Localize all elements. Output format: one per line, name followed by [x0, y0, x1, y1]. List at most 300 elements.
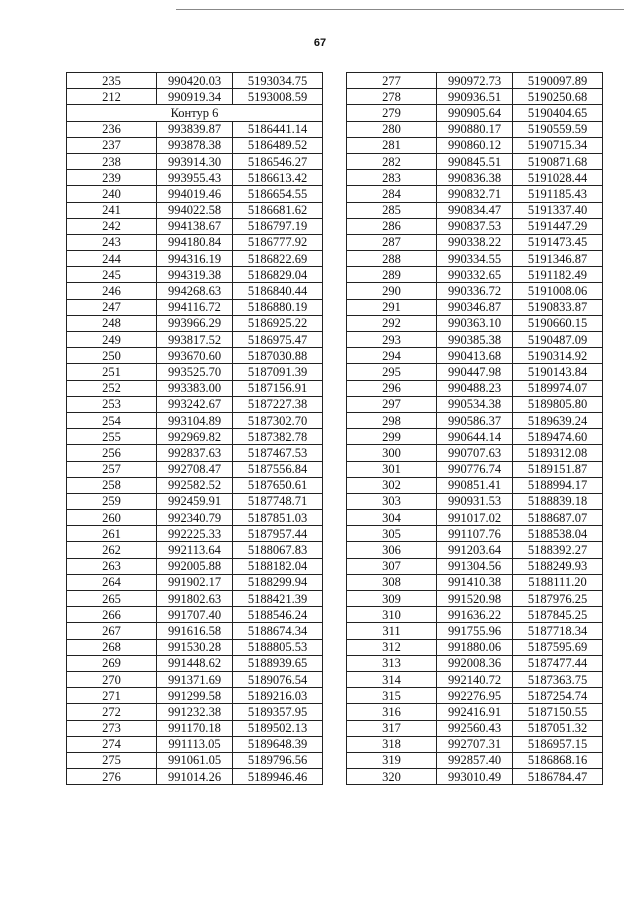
- x-coordinate-cell: 990420.03: [157, 73, 233, 89]
- point-number-cell: 273: [67, 720, 157, 736]
- y-coordinate-cell: 5189076.54: [233, 671, 323, 687]
- x-coordinate-cell: 992225.33: [157, 526, 233, 542]
- table-row: [347, 105, 603, 121]
- x-coordinate-cell: 991017.02: [437, 510, 513, 526]
- point-number-cell: 287: [347, 234, 437, 250]
- y-coordinate-cell: 5187976.25: [513, 591, 603, 607]
- x-coordinate-cell: 990880.17: [437, 121, 513, 137]
- top-rule: [176, 9, 624, 10]
- point-number-cell: 245: [67, 267, 157, 283]
- point-number-cell: 242: [67, 218, 157, 234]
- table-row: [67, 461, 323, 477]
- point-number-cell: 241: [67, 202, 157, 218]
- y-coordinate-cell: 5189474.60: [513, 429, 603, 445]
- y-coordinate-cell: 5188421.39: [233, 591, 323, 607]
- y-coordinate-cell: 5187227.38: [233, 396, 323, 412]
- point-number-cell: 296: [347, 380, 437, 396]
- point-number-cell: 239: [67, 170, 157, 186]
- point-number-cell: 309: [347, 591, 437, 607]
- y-coordinate-cell: 5186784.47: [513, 769, 603, 785]
- coordinates-table-right: [346, 72, 603, 785]
- x-coordinate-cell: 991802.63: [157, 591, 233, 607]
- y-coordinate-cell: 5187150.55: [513, 704, 603, 720]
- x-coordinate-cell: 990936.51: [437, 89, 513, 105]
- y-coordinate-cell: 5189216.03: [233, 688, 323, 704]
- table-row: [347, 591, 603, 607]
- point-number-cell: 320: [347, 769, 437, 785]
- table-row: [67, 477, 323, 493]
- y-coordinate-cell: 5190833.87: [513, 299, 603, 315]
- table-row: [347, 445, 603, 461]
- table-row: [67, 315, 323, 331]
- x-coordinate-cell: 993010.49: [437, 769, 513, 785]
- point-number-cell: 263: [67, 558, 157, 574]
- point-number-cell: 237: [67, 137, 157, 153]
- y-coordinate-cell: 5186613.42: [233, 170, 323, 186]
- x-coordinate-cell: 990334.55: [437, 251, 513, 267]
- x-coordinate-cell: 994316.19: [157, 251, 233, 267]
- point-number-cell: 256: [67, 445, 157, 461]
- y-coordinate-cell: 5188182.04: [233, 558, 323, 574]
- table-row: [347, 769, 603, 785]
- y-coordinate-cell: 5191346.87: [513, 251, 603, 267]
- point-number-cell: 319: [347, 752, 437, 768]
- point-number-cell: 308: [347, 574, 437, 590]
- x-coordinate-cell: 990919.34: [157, 89, 233, 105]
- y-coordinate-cell: 5190404.65: [513, 105, 603, 121]
- x-coordinate-cell: 992459.91: [157, 493, 233, 509]
- x-coordinate-cell: 991107.76: [437, 526, 513, 542]
- point-number-cell: 244: [67, 251, 157, 267]
- y-coordinate-cell: 5191028.44: [513, 170, 603, 186]
- point-number-cell: 283: [347, 170, 437, 186]
- x-coordinate-cell: 991299.58: [157, 688, 233, 704]
- point-number-cell: 286: [347, 218, 437, 234]
- x-coordinate-cell: 992560.43: [437, 720, 513, 736]
- page-number: 67: [313, 37, 327, 49]
- point-number-cell: 276: [67, 769, 157, 785]
- table-row: [67, 736, 323, 752]
- x-coordinate-cell: 990972.73: [437, 73, 513, 89]
- point-number-cell: 250: [67, 348, 157, 364]
- table-row: [67, 121, 323, 137]
- table-row: [347, 704, 603, 720]
- point-number-cell: 285: [347, 202, 437, 218]
- x-coordinate-cell: 994138.67: [157, 218, 233, 234]
- x-coordinate-cell: 990338.22: [437, 234, 513, 250]
- table-row: [347, 218, 603, 234]
- y-coordinate-cell: 5191473.45: [513, 234, 603, 250]
- y-coordinate-cell: 5187363.75: [513, 671, 603, 687]
- x-coordinate-cell: 991203.64: [437, 542, 513, 558]
- y-coordinate-cell: 5190715.34: [513, 137, 603, 153]
- table-row: [67, 639, 323, 655]
- table-row: [347, 348, 603, 364]
- y-coordinate-cell: 5187156.91: [233, 380, 323, 396]
- y-coordinate-cell: 5186868.16: [513, 752, 603, 768]
- x-coordinate-cell: 990837.53: [437, 218, 513, 234]
- point-number-cell: 275: [67, 752, 157, 768]
- table-row: [67, 412, 323, 428]
- y-coordinate-cell: 5187051.32: [513, 720, 603, 736]
- y-coordinate-cell: 5187302.70: [233, 412, 323, 428]
- point-number-cell: 315: [347, 688, 437, 704]
- x-coordinate-cell: 991170.18: [157, 720, 233, 736]
- x-coordinate-cell: 991410.38: [437, 574, 513, 590]
- y-coordinate-cell: 5189946.46: [233, 769, 323, 785]
- y-coordinate-cell: 5187718.34: [513, 623, 603, 639]
- point-number-cell: 307: [347, 558, 437, 574]
- x-coordinate-cell: 990336.72: [437, 283, 513, 299]
- y-coordinate-cell: 5190143.84: [513, 364, 603, 380]
- y-coordinate-cell: 5186797.19: [233, 218, 323, 234]
- y-coordinate-cell: 5187030.88: [233, 348, 323, 364]
- point-number-cell: 252: [67, 380, 157, 396]
- y-coordinate-cell: 5188392.27: [513, 542, 603, 558]
- point-number-cell: 303: [347, 493, 437, 509]
- y-coordinate-cell: 5190660.15: [513, 315, 603, 331]
- x-coordinate-cell: 992707.31: [437, 736, 513, 752]
- y-coordinate-cell: 5187851.03: [233, 510, 323, 526]
- point-number-cell: 305: [347, 526, 437, 542]
- table-row: [67, 607, 323, 623]
- table-row: [347, 688, 603, 704]
- y-coordinate-cell: 5187254.74: [513, 688, 603, 704]
- x-coordinate-cell: 991371.69: [157, 671, 233, 687]
- y-coordinate-cell: 5186925.22: [233, 315, 323, 331]
- table-row: [67, 493, 323, 509]
- x-coordinate-cell: 993914.30: [157, 153, 233, 169]
- table-row: [347, 639, 603, 655]
- x-coordinate-cell: 993670.60: [157, 348, 233, 364]
- table-row: [347, 623, 603, 639]
- y-coordinate-cell: 5191008.06: [513, 283, 603, 299]
- x-coordinate-cell: 991061.05: [157, 752, 233, 768]
- x-coordinate-cell: 993955.43: [157, 170, 233, 186]
- x-coordinate-cell: 991014.26: [157, 769, 233, 785]
- y-coordinate-cell: 5186777.92: [233, 234, 323, 250]
- y-coordinate-cell: 5193034.75: [233, 73, 323, 89]
- table-row: [67, 542, 323, 558]
- point-number-cell: 249: [67, 332, 157, 348]
- table-row: [67, 348, 323, 364]
- table-row: [67, 688, 323, 704]
- point-number-cell: 257: [67, 461, 157, 477]
- x-coordinate-cell: 990931.53: [437, 493, 513, 509]
- x-coordinate-cell: 990860.12: [437, 137, 513, 153]
- point-number-cell: 291: [347, 299, 437, 315]
- table-row: [347, 89, 603, 105]
- point-number-cell: 247: [67, 299, 157, 315]
- table-row: [67, 234, 323, 250]
- table-row: [347, 299, 603, 315]
- y-coordinate-cell: 5187556.84: [233, 461, 323, 477]
- y-coordinate-cell: 5188805.53: [233, 639, 323, 655]
- table-row: [67, 380, 323, 396]
- point-number-cell: 295: [347, 364, 437, 380]
- y-coordinate-cell: 5187477.44: [513, 655, 603, 671]
- point-number-cell: 289: [347, 267, 437, 283]
- x-coordinate-cell: 993878.38: [157, 137, 233, 153]
- y-coordinate-cell: 5187595.69: [513, 639, 603, 655]
- x-coordinate-cell: 991755.96: [437, 623, 513, 639]
- point-number-cell: 317: [347, 720, 437, 736]
- table-row: [67, 267, 323, 283]
- table-row: [67, 655, 323, 671]
- y-coordinate-cell: 5188674.34: [233, 623, 323, 639]
- y-coordinate-cell: 5190487.09: [513, 332, 603, 348]
- point-number-cell: 272: [67, 704, 157, 720]
- table-row: [347, 510, 603, 526]
- point-number-cell: 294: [347, 348, 437, 364]
- y-coordinate-cell: 5189796.56: [233, 752, 323, 768]
- coordinates-table-left: [66, 72, 323, 785]
- y-coordinate-cell: 5187382.78: [233, 429, 323, 445]
- x-coordinate-cell: 993383.00: [157, 380, 233, 396]
- point-number-cell: 288: [347, 251, 437, 267]
- x-coordinate-cell: 992708.47: [157, 461, 233, 477]
- y-coordinate-cell: 5191337.40: [513, 202, 603, 218]
- point-number-cell: 284: [347, 186, 437, 202]
- table-row: [67, 89, 323, 105]
- point-number-cell: 259: [67, 493, 157, 509]
- point-number-cell: 236: [67, 121, 157, 137]
- x-coordinate-cell: 990845.51: [437, 153, 513, 169]
- point-number-cell: 258: [67, 477, 157, 493]
- x-coordinate-cell: 990905.64: [437, 105, 513, 121]
- x-coordinate-cell: 990413.68: [437, 348, 513, 364]
- x-coordinate-cell: 990385.38: [437, 332, 513, 348]
- table-row: [347, 186, 603, 202]
- point-number-cell: 298: [347, 412, 437, 428]
- y-coordinate-cell: 5188546.24: [233, 607, 323, 623]
- x-coordinate-cell: 991880.06: [437, 639, 513, 655]
- point-number-cell: 292: [347, 315, 437, 331]
- table-row: [67, 574, 323, 590]
- y-coordinate-cell: 5187467.53: [233, 445, 323, 461]
- point-number-cell: 297: [347, 396, 437, 412]
- y-coordinate-cell: 5186880.19: [233, 299, 323, 315]
- y-coordinate-cell: 5189639.24: [513, 412, 603, 428]
- y-coordinate-cell: 5190559.59: [513, 121, 603, 137]
- x-coordinate-cell: 994180.84: [157, 234, 233, 250]
- table-row: [67, 671, 323, 687]
- x-coordinate-cell: 991232.38: [157, 704, 233, 720]
- point-number-cell: 300: [347, 445, 437, 461]
- point-number-cell: 279: [347, 105, 437, 121]
- table-row: [67, 299, 323, 315]
- table-row: [347, 153, 603, 169]
- table-row: [67, 137, 323, 153]
- table-row: [347, 73, 603, 89]
- x-coordinate-cell: 992857.40: [437, 752, 513, 768]
- x-coordinate-cell: 991530.28: [157, 639, 233, 655]
- y-coordinate-cell: 5193008.59: [233, 89, 323, 105]
- x-coordinate-cell: 992969.82: [157, 429, 233, 445]
- table-row: [67, 332, 323, 348]
- y-coordinate-cell: 5186975.47: [233, 332, 323, 348]
- table-row: [67, 591, 323, 607]
- point-number-cell: 302: [347, 477, 437, 493]
- point-number-cell: 290: [347, 283, 437, 299]
- y-coordinate-cell: 5186489.52: [233, 137, 323, 153]
- table-row: [347, 736, 603, 752]
- y-coordinate-cell: 5189974.07: [513, 380, 603, 396]
- y-coordinate-cell: 5189357.95: [233, 704, 323, 720]
- x-coordinate-cell: 991520.98: [437, 591, 513, 607]
- table-row: [347, 493, 603, 509]
- point-number-cell: 280: [347, 121, 437, 137]
- x-coordinate-cell: 994022.58: [157, 202, 233, 218]
- table-row: [347, 234, 603, 250]
- y-coordinate-cell: 5186822.69: [233, 251, 323, 267]
- x-coordinate-cell: 991448.62: [157, 655, 233, 671]
- y-coordinate-cell: 5186546.27: [233, 153, 323, 169]
- point-number-cell: 282: [347, 153, 437, 169]
- point-number-cell: 265: [67, 591, 157, 607]
- y-coordinate-cell: 5188249.93: [513, 558, 603, 574]
- table-row: [347, 170, 603, 186]
- y-coordinate-cell: 5188994.17: [513, 477, 603, 493]
- table-row: [347, 752, 603, 768]
- point-number-cell: 261: [67, 526, 157, 542]
- table-row: [347, 429, 603, 445]
- x-coordinate-cell: 992340.79: [157, 510, 233, 526]
- x-coordinate-cell: 992837.63: [157, 445, 233, 461]
- x-coordinate-cell: 990363.10: [437, 315, 513, 331]
- table-row: [67, 526, 323, 542]
- x-coordinate-cell: 993839.87: [157, 121, 233, 137]
- table-row: [67, 752, 323, 768]
- point-number-cell: 311: [347, 623, 437, 639]
- point-number-cell: 301: [347, 461, 437, 477]
- table-row: [67, 283, 323, 299]
- point-number-cell: 277: [347, 73, 437, 89]
- table-row: [67, 202, 323, 218]
- x-coordinate-cell: 990447.98: [437, 364, 513, 380]
- x-coordinate-cell: 990834.47: [437, 202, 513, 218]
- point-number-cell: 304: [347, 510, 437, 526]
- y-coordinate-cell: 5190097.89: [513, 73, 603, 89]
- point-number-cell: 269: [67, 655, 157, 671]
- table-row: [347, 137, 603, 153]
- x-coordinate-cell: 994019.46: [157, 186, 233, 202]
- y-coordinate-cell: 5188687.07: [513, 510, 603, 526]
- table-row: [67, 704, 323, 720]
- point-number-cell: 314: [347, 671, 437, 687]
- y-coordinate-cell: 5190314.92: [513, 348, 603, 364]
- table-row: [347, 267, 603, 283]
- table-row: [67, 364, 323, 380]
- table-row: [347, 542, 603, 558]
- y-coordinate-cell: 5186441.14: [233, 121, 323, 137]
- x-coordinate-cell: 990332.65: [437, 267, 513, 283]
- table-row: [347, 396, 603, 412]
- y-coordinate-cell: 5187845.25: [513, 607, 603, 623]
- table-row: [347, 655, 603, 671]
- table-row: [347, 720, 603, 736]
- x-coordinate-cell: 991616.58: [157, 623, 233, 639]
- x-coordinate-cell: 991636.22: [437, 607, 513, 623]
- x-coordinate-cell: 990851.41: [437, 477, 513, 493]
- x-coordinate-cell: 993817.52: [157, 332, 233, 348]
- y-coordinate-cell: 5186829.04: [233, 267, 323, 283]
- table-row: [347, 315, 603, 331]
- point-number-cell: 268: [67, 639, 157, 655]
- table-row: [67, 170, 323, 186]
- x-coordinate-cell: 991304.56: [437, 558, 513, 574]
- table-row: [347, 477, 603, 493]
- table-row: [67, 73, 323, 89]
- table-row: [347, 364, 603, 380]
- y-coordinate-cell: 5189648.39: [233, 736, 323, 752]
- point-number-cell: 318: [347, 736, 437, 752]
- table-row: [347, 574, 603, 590]
- point-number-cell: 278: [347, 89, 437, 105]
- table-row: [67, 153, 323, 169]
- point-number-cell: 212: [67, 89, 157, 105]
- point-number-cell: 254: [67, 412, 157, 428]
- y-coordinate-cell: 5186681.62: [233, 202, 323, 218]
- table-row: [67, 429, 323, 445]
- point-number-cell: 260: [67, 510, 157, 526]
- y-coordinate-cell: 5191447.29: [513, 218, 603, 234]
- point-number-cell: 240: [67, 186, 157, 202]
- x-coordinate-cell: 990488.23: [437, 380, 513, 396]
- y-coordinate-cell: 5189151.87: [513, 461, 603, 477]
- y-coordinate-cell: 5186957.15: [513, 736, 603, 752]
- table-row: [67, 186, 323, 202]
- x-coordinate-cell: 991113.05: [157, 736, 233, 752]
- x-coordinate-cell: 993966.29: [157, 315, 233, 331]
- point-number-cell: 248: [67, 315, 157, 331]
- point-number-cell: 316: [347, 704, 437, 720]
- x-coordinate-cell: 990836.38: [437, 170, 513, 186]
- table-row: [67, 769, 323, 785]
- point-number-cell: 313: [347, 655, 437, 671]
- y-coordinate-cell: 5188299.94: [233, 574, 323, 590]
- table-row: [347, 461, 603, 477]
- point-number-cell: 251: [67, 364, 157, 380]
- table-row: [67, 623, 323, 639]
- x-coordinate-cell: 990707.63: [437, 445, 513, 461]
- table-row: [67, 720, 323, 736]
- table-row: [67, 218, 323, 234]
- point-number-cell: 299: [347, 429, 437, 445]
- y-coordinate-cell: 5191185.43: [513, 186, 603, 202]
- y-coordinate-cell: 5188939.65: [233, 655, 323, 671]
- table-row: [347, 121, 603, 137]
- table-row: [67, 251, 323, 267]
- point-number-cell: 238: [67, 153, 157, 169]
- y-coordinate-cell: 5190871.68: [513, 153, 603, 169]
- point-number-cell: 274: [67, 736, 157, 752]
- y-coordinate-cell: 5190250.68: [513, 89, 603, 105]
- x-coordinate-cell: 991707.40: [157, 607, 233, 623]
- point-number-cell: 235: [67, 73, 157, 89]
- point-number-cell: 281: [347, 137, 437, 153]
- point-number-cell: 264: [67, 574, 157, 590]
- x-coordinate-cell: 992276.95: [437, 688, 513, 704]
- x-coordinate-cell: 990776.74: [437, 461, 513, 477]
- point-number-cell: 306: [347, 542, 437, 558]
- y-coordinate-cell: 5188067.83: [233, 542, 323, 558]
- x-coordinate-cell: 990586.37: [437, 412, 513, 428]
- point-number-cell: 266: [67, 607, 157, 623]
- table-row: [347, 380, 603, 396]
- table-row: [347, 283, 603, 299]
- section-title: Контур 6: [67, 105, 323, 121]
